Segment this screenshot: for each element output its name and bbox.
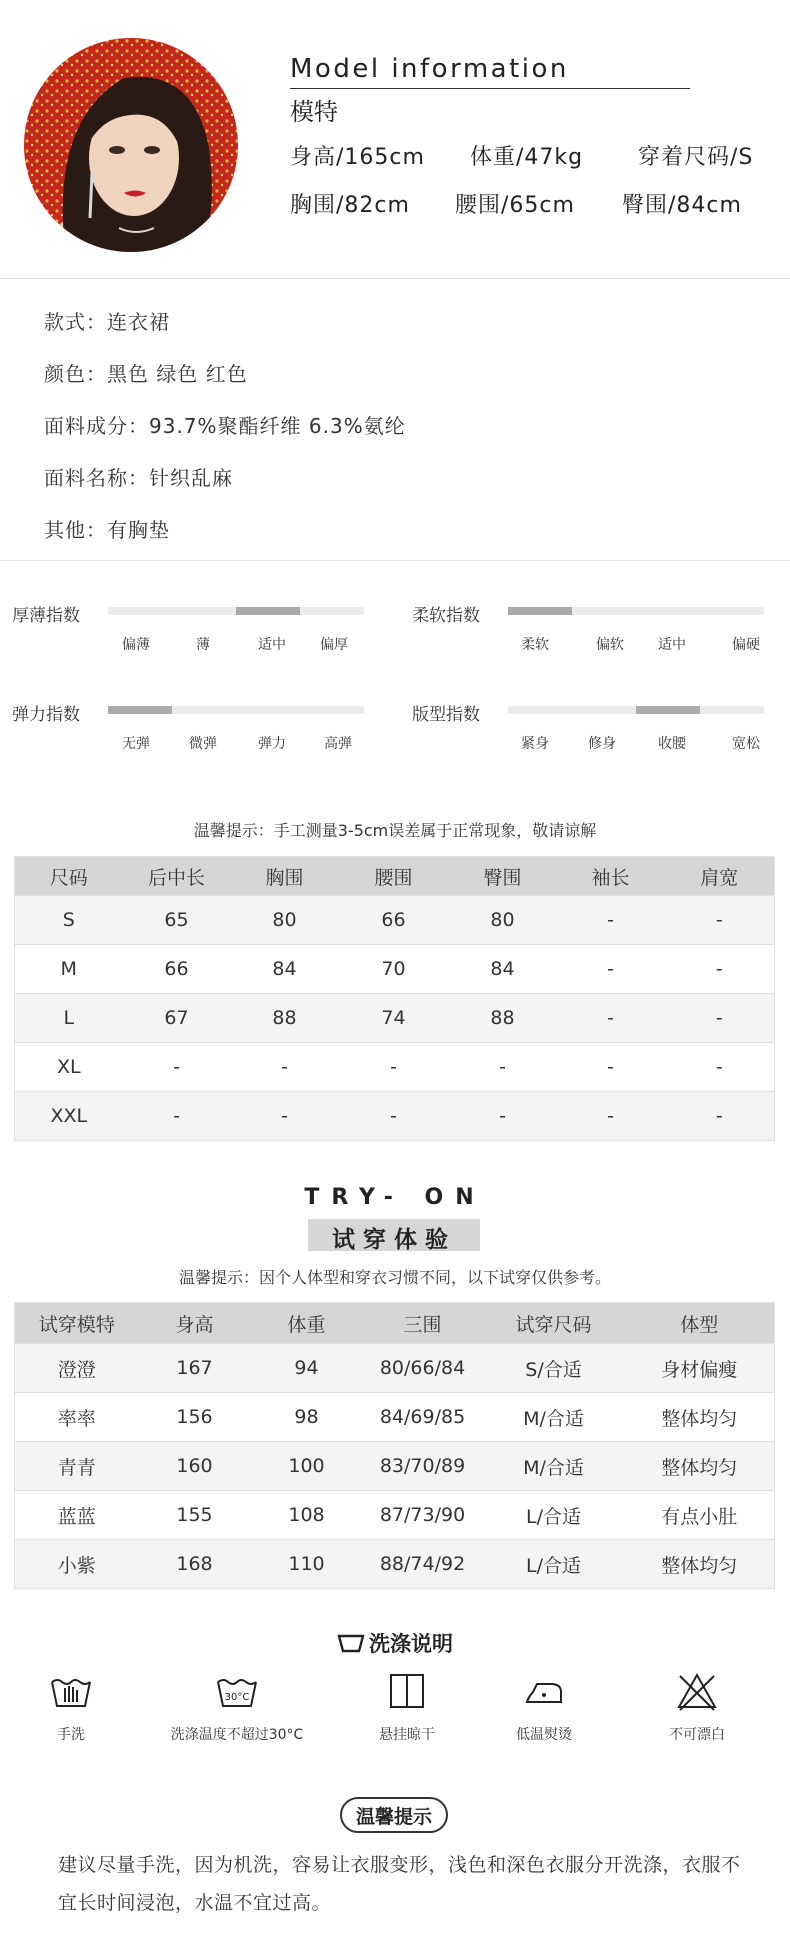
table-row (15, 945, 775, 994)
index-tick: 高弹 (324, 736, 352, 752)
table-cell: - (557, 1043, 665, 1092)
table-cell: 110 (251, 1540, 363, 1589)
elasticity-index-marker (108, 706, 172, 714)
table-cell: 88/74/92 (363, 1540, 483, 1589)
table-cell: 80/66/84 (363, 1344, 483, 1393)
wash-30-icon (214, 1672, 260, 1712)
wash-30-icon-text: 30°C (224, 1692, 250, 1703)
col-sleeve: 袖长 (557, 857, 665, 896)
index-tick: 微弹 (189, 736, 217, 752)
index-tick: 薄 (196, 637, 210, 653)
table-cell: XL (15, 1043, 123, 1092)
table-cell: - (123, 1043, 231, 1092)
table-cell: - (557, 1092, 665, 1141)
col-hip: 臀围 (449, 857, 557, 896)
table-cell: - (339, 1092, 449, 1141)
table-cell: 小紫 (15, 1540, 139, 1589)
hand-wash-icon (48, 1672, 94, 1712)
washing-title-text: 洗涤说明 (369, 1632, 453, 1656)
table-cell: - (665, 896, 775, 945)
table-cell: 70 (339, 945, 449, 994)
table-cell: 108 (251, 1491, 363, 1540)
table-cell: - (557, 945, 665, 994)
table-cell: 67 (123, 994, 231, 1043)
col-body-type: 体型 (625, 1303, 775, 1344)
table-cell: 66 (123, 945, 231, 994)
col-waist: 腰围 (339, 857, 449, 896)
table-cell: 有点小肚 (625, 1491, 775, 1540)
table-cell: 澄澄 (15, 1344, 139, 1393)
fit-index-marker (636, 706, 700, 714)
table-cell: 身材偏瘦 (625, 1344, 775, 1393)
table-cell: 率率 (15, 1393, 139, 1442)
table-cell: - (665, 994, 775, 1043)
table-cell: 整体均匀 (625, 1393, 775, 1442)
table-row (15, 1540, 775, 1589)
hang-dry-icon (384, 1672, 430, 1712)
table-cell: 83/70/89 (363, 1442, 483, 1491)
table-cell: 88 (449, 994, 557, 1043)
index-tick: 偏软 (596, 637, 624, 653)
table-cell: 整体均匀 (625, 1540, 775, 1589)
table-cell: 青青 (15, 1442, 139, 1491)
index-tick: 无弹 (122, 736, 150, 752)
fit-index-track (508, 706, 764, 714)
index-tick: 适中 (658, 637, 686, 653)
table-cell: 74 (339, 994, 449, 1043)
index-tick: 宽松 (732, 736, 760, 752)
table-row (15, 1092, 775, 1141)
tryon-table (14, 1302, 775, 1589)
tryon-title: TRY- ON (304, 1185, 486, 1210)
model-height: 身高/165cm (290, 145, 425, 170)
table-cell: - (231, 1043, 339, 1092)
table-cell: L (15, 994, 123, 1043)
table-row (15, 1344, 775, 1393)
wash-item-no-bleach (622, 1672, 772, 1744)
table-cell: 84 (449, 945, 557, 994)
model-bust: 胸围/82cm (290, 193, 410, 218)
table-cell: - (449, 1092, 557, 1141)
table-cell: 100 (251, 1442, 363, 1491)
wash-item-hand-wash (0, 1672, 146, 1744)
divider (0, 278, 790, 279)
model-weight: 体重/47kg (470, 145, 584, 170)
table-cell: L/合适 (483, 1491, 625, 1540)
tryon-table-header (15, 1303, 775, 1344)
table-cell: - (123, 1092, 231, 1141)
index-tick: 修身 (588, 736, 616, 752)
col-weight: 体重 (251, 1303, 363, 1344)
model-hip: 臀围/84cm (622, 193, 742, 218)
col-measurements: 三围 (363, 1303, 483, 1344)
index-tick: 弹力 (258, 736, 286, 752)
wash-label: 悬挂晾干 (379, 1727, 435, 1743)
index-tick: 紧身 (521, 736, 549, 752)
index-tick: 偏薄 (122, 637, 150, 653)
table-cell: M/合适 (483, 1442, 625, 1491)
table-cell: - (665, 945, 775, 994)
table-cell: 66 (339, 896, 449, 945)
col-height: 身高 (139, 1303, 251, 1344)
table-row (15, 994, 775, 1043)
wash-label: 洗涤温度不超过30°C (170, 1727, 304, 1743)
col-bust: 胸围 (231, 857, 339, 896)
softness-index-label: 柔软指数 (412, 606, 480, 626)
table-cell: - (557, 896, 665, 945)
size-table (14, 856, 775, 1141)
table-cell: 160 (139, 1442, 251, 1491)
table-cell: - (449, 1043, 557, 1092)
table-cell: L/合适 (483, 1540, 625, 1589)
model-size: 穿着尺码/S (638, 145, 754, 170)
low-iron-icon (521, 1672, 567, 1712)
table-cell: 156 (139, 1393, 251, 1442)
col-tried-size: 试穿尺码 (483, 1303, 625, 1344)
product-style: 款式：连衣裙 (44, 310, 170, 334)
tryon-notice: 温馨提示：因个人体型和穿衣习惯不同，以下试穿仅供参考。 (178, 1268, 611, 1287)
index-tick: 偏厚 (320, 637, 348, 653)
table-cell: 98 (251, 1393, 363, 1442)
product-composition: 面料成分：93.7%聚酯纤维 6.3%氨纶 (44, 414, 406, 438)
model-photo (24, 38, 238, 252)
softness-index-track (508, 607, 764, 615)
wash-label: 低温熨烫 (516, 1727, 572, 1743)
table-cell: - (557, 994, 665, 1043)
size-notice: 温馨提示：手工测量3-5cm误差属于正常现象，敬请谅解 (193, 821, 597, 840)
wash-item-temperature (162, 1672, 312, 1744)
index-tick: 柔软 (521, 637, 549, 653)
product-other: 其他：有胸垫 (44, 518, 170, 542)
table-cell: 155 (139, 1491, 251, 1540)
model-avatar (24, 38, 238, 252)
table-cell: 蓝蓝 (15, 1491, 139, 1540)
thickness-index-marker (236, 607, 300, 615)
table-cell: - (665, 1043, 775, 1092)
no-bleach-icon (674, 1672, 720, 1712)
table-cell: 84 (231, 945, 339, 994)
tips-text: 建议尽量手洗，因为机洗，容易让衣服变形，浅色和深色衣服分开洗涤，衣服不宜长时间浸泡，水温不宜过高。 (58, 1854, 741, 1914)
table-row (15, 896, 775, 945)
table-cell: 168 (139, 1540, 251, 1589)
col-shoulder: 肩宽 (665, 857, 775, 896)
product-color: 颜色：黑色 绿色 红色 (44, 362, 248, 386)
table-row (15, 1043, 775, 1092)
tips-badge: 温馨提示 (340, 1797, 448, 1833)
table-row (15, 1491, 775, 1540)
table-cell: 167 (139, 1344, 251, 1393)
table-cell: - (231, 1092, 339, 1141)
wash-label: 不可漂白 (669, 1727, 725, 1743)
table-cell: 84/69/85 (363, 1393, 483, 1442)
index-tick: 适中 (258, 637, 286, 653)
table-cell: 80 (231, 896, 339, 945)
wash-item-low-iron (469, 1672, 619, 1744)
table-cell: 80 (449, 896, 557, 945)
elasticity-index-label: 弹力指数 (12, 705, 80, 725)
index-tick: 偏硬 (732, 637, 760, 653)
thickness-index-track (108, 607, 364, 615)
table-cell: M (15, 945, 123, 994)
table-cell: - (665, 1092, 775, 1141)
col-length: 后中长 (123, 857, 231, 896)
model-waist: 腰围/65cm (455, 193, 575, 218)
table-cell: 87/73/90 (363, 1491, 483, 1540)
model-title-rule (290, 88, 690, 89)
divider (0, 560, 790, 561)
table-cell: 94 (251, 1344, 363, 1393)
washing-title (0, 1628, 790, 1658)
table-cell: XXL (15, 1092, 123, 1141)
table-cell: S/合适 (483, 1344, 625, 1393)
softness-index-marker (508, 607, 572, 615)
wash-basin-icon (337, 1632, 365, 1654)
tryon-subtitle: 试穿体验 (332, 1227, 456, 1253)
model-title: Model information (290, 54, 569, 84)
table-row (15, 1442, 775, 1491)
elasticity-index-track (108, 706, 364, 714)
table-cell: - (339, 1043, 449, 1092)
table-cell: S (15, 896, 123, 945)
wash-label: 手洗 (57, 1727, 85, 1743)
model-subtitle: 模特 (290, 98, 338, 126)
product-fabric: 面料名称：针织乱麻 (44, 466, 233, 490)
table-cell: 65 (123, 896, 231, 945)
thickness-index-label: 厚薄指数 (12, 606, 80, 626)
table-cell: 88 (231, 994, 339, 1043)
fit-index-label: 版型指数 (412, 705, 480, 725)
table-cell: 整体均匀 (625, 1442, 775, 1491)
size-table-header (15, 857, 775, 896)
col-model: 试穿模特 (15, 1303, 139, 1344)
table-row (15, 1393, 775, 1442)
col-size: 尺码 (15, 857, 123, 896)
wash-item-hang-dry (332, 1672, 482, 1744)
index-tick: 收腰 (658, 736, 686, 752)
table-cell: M/合适 (483, 1393, 625, 1442)
